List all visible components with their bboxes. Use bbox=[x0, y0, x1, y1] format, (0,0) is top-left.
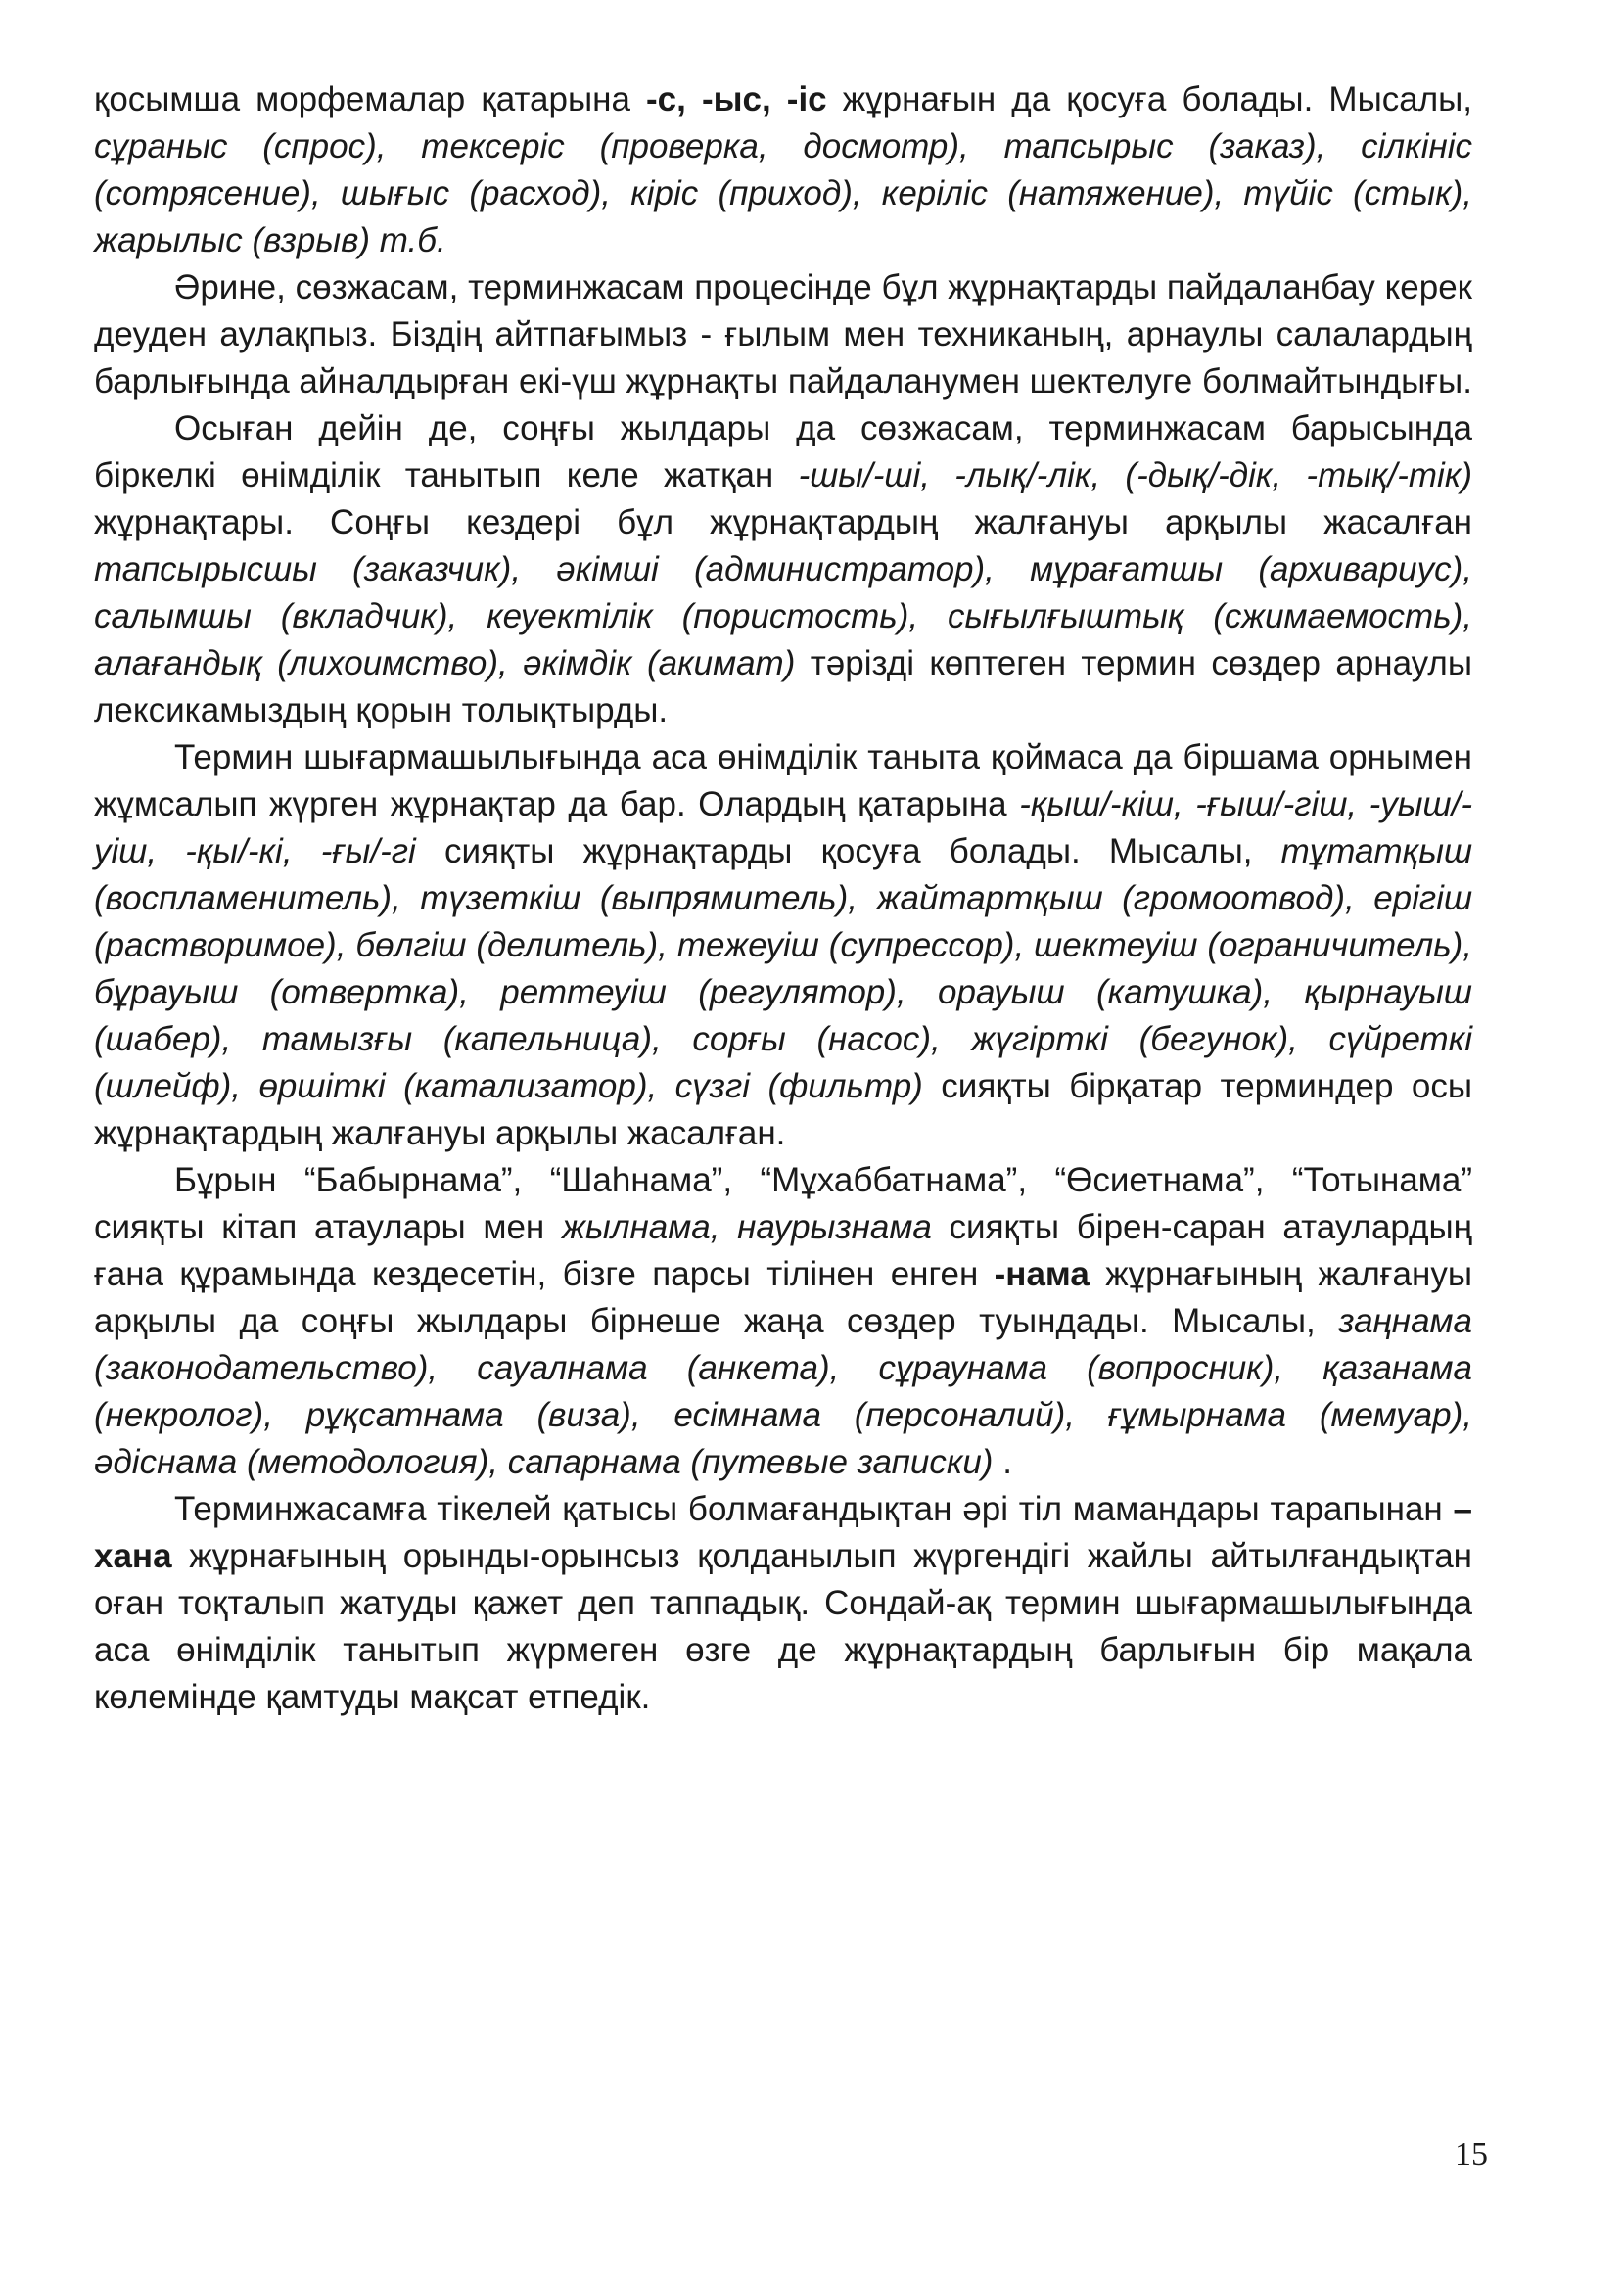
text-run: жұрнағының жалғануы арқылы да соңғы жылдары бірнеше жаңа сөздер туындады. Мысалы, bbox=[94, 1255, 1472, 1340]
text-run: Термин шығармашылығында аса өнімділік таныта қоймаса да біршама орнымен жұмсалып жүрген жұрнақтар да бар. Олардың қатарына bbox=[94, 738, 1472, 823]
text-run: тәрізді көптеген термин сөздер арнаулы лексикамыздың қорын толықтырды. bbox=[94, 644, 1472, 729]
italic-examples: -қыш/-кіш, -ғыш/-гіш, -уыш/-уіш, -қы/-кі, -ғы/-гі bbox=[94, 785, 1472, 870]
italic-examples: тұтатқыш (воспламенитель), түзеткіш (выпрямитель), жайтартқыш (громоотвод), ерігіш (растворимое), бөлгіш (делитель), тежеуіш (супрессор), шектеуіш (ограничитель), бұрауыш (отвертка), реттеуіш (регулятор), орауыш (катушка), қырнауыш (шабер), тамызғы (капельница), сорғы (насос), жүгірткі (бегунок), сүйреткі (шлейф), өршіткі (катализатор), сүзгі (фильтр) bbox=[94, 832, 1472, 1105]
italic-examples: -шы/-ші, -лық/-лік, (-дық/-дік, -тық/-тік) bbox=[798, 456, 1472, 494]
paragraph-2 bbox=[94, 264, 1472, 405]
text-run: жұрнағының орынды-орынсыз қолданылып жүргендігі жайлы айтылғандықтан оған тоқталып жатуды қажет деп таппадық. Сондай-ақ термин шығармашылығында аса өнімділік танытып жүрмеген өзге де жұрнақтардың барлығын бір мақала көлемінде қамтуды мақсат етпедік. bbox=[94, 1537, 1472, 1716]
text-run: Терминжасамға тікелей қатысы болмағандықтан әрі тіл мамандары тарапынан bbox=[174, 1490, 1454, 1528]
page-number: 15 bbox=[1455, 2136, 1488, 2172]
paragraph-4 bbox=[94, 734, 1472, 1157]
bold-suffix: -с, -ыс, -іс bbox=[646, 80, 827, 118]
paragraph-6 bbox=[94, 1486, 1472, 1721]
text-run: сияқты бірқатар терминдер осы жұрнақтардың жалғануы арқылы жасалған. bbox=[94, 1067, 1472, 1152]
text-run: Осыған дейін де, соңғы жылдары да сөзжасам, терминжасам барысында біркелкі өнімділік танытып келе жатқан bbox=[94, 409, 1472, 494]
text-run: Әрине, сөзжасам, терминжасам процесінде бұл жұрнақтарды пайдаланбау керек деуден аулақпыз. Біздің айтпағымыз - ғылым мен техниканың, арнаулы салалардың барлығында айналдырған екі-үш жұрнақты пайдаланумен шектелуге болмайтындығы. bbox=[94, 268, 1472, 400]
text-run: жұрнағын да қосуға болады. Мысалы, bbox=[826, 80, 1472, 118]
text-run: жұрнақтары. Соңғы кездері бұл жұрнақтардың жалғануы арқылы жасалған bbox=[94, 503, 1472, 541]
italic-examples: заңнама (законодательство), сауалнама (анкета), сұраунама (вопросник), қазанама (некролог), рұқсатнама (виза), есімнама (персоналий), ғұмырнама (мемуар), әдіснама (методология), сапарнама (путевые записки) bbox=[94, 1302, 1472, 1481]
italic-examples: тапсырысшы (заказчик), әкімші (администратор), мұрағатшы (архивариус), салымшы (вкладчик), кеуектілік (пористость), сығылғыштық (сжимаемость), алағандық (лихоимство), әкімдік (акимат) bbox=[94, 550, 1472, 682]
italic-examples: сұраныс (спрос), тексеріс (проверка, досмотр), тапсырыс (заказ), сілкініс (сотрясение), шығыс (расход), кіріс (приход), керіліс (натяжение), түйіс (стык), жарылыс (взрыв) т.б. bbox=[94, 127, 1472, 259]
paragraph-1 bbox=[94, 76, 1472, 264]
text-run: қосымша морфемалар қатарына bbox=[94, 80, 647, 118]
bold-suffix: -нама bbox=[994, 1255, 1090, 1293]
text-run: . bbox=[993, 1443, 1012, 1481]
bold-suffix: –хана bbox=[94, 1490, 1472, 1575]
italic-examples: жылнама, наурызнама bbox=[561, 1208, 932, 1246]
paragraph-5 bbox=[94, 1157, 1472, 1486]
page-body bbox=[94, 76, 1472, 1721]
text-run: сияқты жұрнақтарды қосуға болады. Мысалы, bbox=[415, 832, 1281, 870]
text-run: Бұрын “Бабырнама”, “Шаһнама”, “Мұхаббатнама”, “Өсиетнама”, “Тотынама” сияқты кітап атаулары мен bbox=[94, 1161, 1472, 1246]
text-run: сияқты бірен-саран атаулардың ғана құрамында кездесетін, бізге парсы тілінен енген bbox=[94, 1208, 1473, 1293]
paragraph-3 bbox=[94, 405, 1472, 734]
